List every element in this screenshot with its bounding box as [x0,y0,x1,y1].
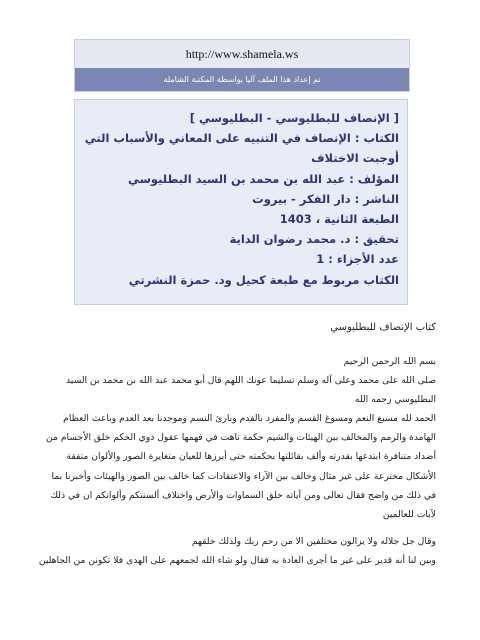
book-info-box [74,99,408,305]
body-paragraph: الحمد لله مسبغ النعم ومسوغ القسم والمفرد بالقدم وبارئ النسم وموجدنا بعد العدم وباعث العظام الهامدة والرمم والمخالف بين الهيئات والشيم حكمة تاهت في فهمها عقول ذوي الحكم خلق الأجسام من أضداد متنافرة ابتدعها بقدرته وألف بقائلتها بحكمته حتى أبرزها للعيان متغايرة الصور والألوان متفقة الأشكال مخترعة على غير مثال وخالف بين الآراء والاعتقادات كما خالف بين الصور والهيئات وأخبرنا بما في ذلك من واضح فقال تعالى ومن آياته خلق السماوات والأرض واختلاف ألسنتكم وألوانكم ان في ذلك لآيات للعالمين [46,413,436,520]
generated-note: تم إعداد هذا الملف آليا بواسطة المكتبة الشاملة [75,68,409,91]
book-publisher: الناشر : دار الفكر - بيروت [252,191,399,206]
body-paragraph: صلى الله على محمد وعلى آله وسلم تسليما عونك اللهم قال أبو محمد عبد الله بن محمد بن السيد البطليوسي رحمه الله [65,375,436,406]
book-parts: عدد الأجزاء : 1 [316,252,399,267]
body-paragraph: وبين لنا أنه قدير على غير ما أجرى العادة به فقال ولو شاء الله لجمعهم على الهدى فلا تكونن من الجاهلين [38,554,436,566]
book-editor: تحقيق : د. محمد رضوان الداية [229,232,399,247]
book-author: المؤلف : عبد الله بن محمد بن السيد البطليوسي [127,171,399,186]
book-heading: [ الإنصاف للبطليوسي - البطليوسي ] [189,111,399,125]
source-url[interactable]: http://www.shamela.ws [75,40,409,68]
book-full-title: الكتاب : الإنصاف في التنبيه على المعاني والأسباب التي أوجبت الاختلاف [84,131,399,166]
book-edition: الطبعة الثانية ، 1403 [279,212,399,227]
source-header [74,39,410,92]
book-note: الكتاب مربوط مع طبعة كحيل ود. حمزة النشرتي [128,272,399,287]
book-body [38,321,436,570]
body-book-title: كتاب الإنصاف للبطليوسي [330,322,436,333]
basmala: بسم الله الرحمن الرحيم [343,356,436,367]
body-paragraph: وقال جل جلاله ولا يزالون مختلفين الا من رحم ربك ولذلك خلقهم [191,535,436,547]
